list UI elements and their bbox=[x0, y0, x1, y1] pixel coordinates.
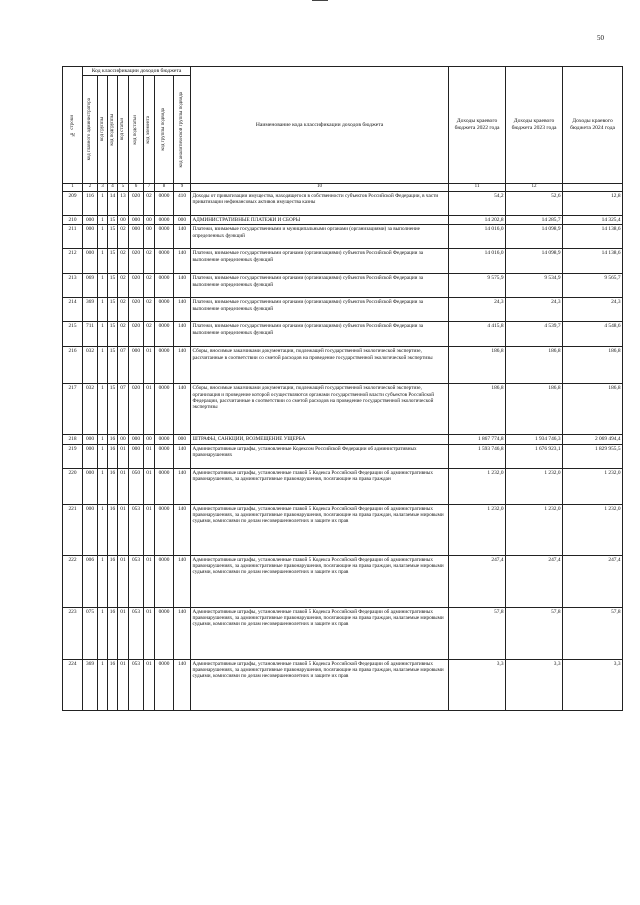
table-row bbox=[63, 384, 623, 435]
code-cell: 01 bbox=[118, 504, 129, 555]
amount-cell: 14 098,9 bbox=[506, 225, 563, 249]
code-cell: 02 bbox=[144, 192, 155, 216]
code-cell: 02 bbox=[118, 225, 129, 249]
code-cell: 0000 bbox=[155, 468, 174, 504]
code-cell: 020 bbox=[129, 274, 144, 298]
code-cell: 15 bbox=[108, 298, 118, 322]
code-cell: 140 bbox=[174, 347, 191, 384]
amount-cell: 186,8 bbox=[563, 347, 623, 384]
table-row bbox=[63, 216, 623, 225]
code-cell: 16 bbox=[108, 444, 118, 468]
amount-cell: 14 325,4 bbox=[563, 216, 623, 225]
revenue-table bbox=[62, 66, 623, 711]
code-cell: 1 bbox=[98, 274, 108, 298]
table-row bbox=[63, 659, 623, 710]
amount-cell: 247,4 bbox=[506, 555, 563, 607]
code-cell: 220 bbox=[63, 468, 83, 504]
code-cell: 0000 bbox=[155, 274, 174, 298]
table-row bbox=[63, 249, 623, 274]
code-cell: 711 bbox=[83, 322, 98, 347]
amount-cell: 14 285,7 bbox=[506, 216, 563, 225]
amount-cell: 1 232,0 bbox=[449, 504, 506, 555]
code-cell: 210 bbox=[63, 216, 83, 225]
code-cell: 211 bbox=[63, 225, 83, 249]
table-row bbox=[63, 225, 623, 249]
code-cell: 410 bbox=[174, 192, 191, 216]
code-cell: 000 bbox=[83, 225, 98, 249]
year-2024-header: Доходы краевого бюджета 2024 года bbox=[563, 67, 623, 184]
code-cell: 16 bbox=[108, 555, 118, 607]
code-cell: 1 bbox=[98, 192, 108, 216]
code-cell: 1 bbox=[98, 435, 108, 444]
code-cell: 140 bbox=[174, 322, 191, 347]
code-cell: 020 bbox=[129, 298, 144, 322]
code-cell: 1 bbox=[98, 322, 108, 347]
code-cell: 0000 bbox=[155, 249, 174, 274]
column-numbers-row bbox=[63, 184, 623, 192]
code-cell: 02 bbox=[118, 322, 129, 347]
code-cell: 0000 bbox=[155, 347, 174, 384]
code-cell: 0000 bbox=[155, 225, 174, 249]
row-name-cell: Административные штрафы, установленные главой 5 Кодекса Российской Федерации об административных правонарушениях, за административные правонарушения, посягающие на права граждан, налагаемые мировыми судьями, комиссиями по делам несовершеннолетних и защите их прав bbox=[191, 607, 449, 659]
row-name-cell: Платежи, взимаемые государственными и муниципальными органами (организациями) за выполнение определенных функций bbox=[191, 225, 449, 249]
code-cell: 15 bbox=[108, 225, 118, 249]
amount-cell: 1 676 923,1 bbox=[506, 444, 563, 468]
code-cell: 0000 bbox=[155, 216, 174, 225]
table-row bbox=[63, 322, 623, 347]
amount-cell: 1 593 746,8 bbox=[449, 444, 506, 468]
code-cell: 212 bbox=[63, 249, 83, 274]
code-cell: 01 bbox=[118, 444, 129, 468]
code-cell: 069 bbox=[83, 274, 98, 298]
amount-cell: 4 539,7 bbox=[506, 322, 563, 347]
code-cell: 01 bbox=[144, 384, 155, 435]
code-cell: 000 bbox=[129, 347, 144, 384]
code-cell: 000 bbox=[129, 444, 144, 468]
code-cell: 00 bbox=[144, 225, 155, 249]
table-row bbox=[63, 192, 623, 216]
code-cell: 222 bbox=[63, 555, 83, 607]
code-cell: 13 bbox=[118, 192, 129, 216]
amount-cell: 1 934 746,3 bbox=[506, 435, 563, 444]
amount-cell: 186,8 bbox=[449, 384, 506, 435]
year-2023-header: Доходы краевого бюджета 2023 года bbox=[506, 67, 563, 184]
row-name-cell: Административные штрафы, установленные Кодексом Российской Федерации об административных правонарушениях bbox=[191, 444, 449, 468]
table-row bbox=[63, 444, 623, 468]
code-cell: 1 bbox=[98, 216, 108, 225]
amount-cell: 3,3 bbox=[449, 659, 506, 710]
amount-cell: 3,3 bbox=[563, 659, 623, 710]
amount-cell: 1 232,0 bbox=[506, 504, 563, 555]
column-number: 1 bbox=[63, 184, 83, 192]
column-number: 7 bbox=[144, 184, 155, 192]
row-name-cell: Административные штрафы, установленные главой 5 Кодекса Российской Федерации об административных правонарушениях, за административные правонарушения, посягающие на права граждан, налагаемые мировыми судьями, комиссиями по делам несовершеннолетних и защите их прав bbox=[191, 504, 449, 555]
code-cell: 053 bbox=[129, 607, 144, 659]
code-cell: 0000 bbox=[155, 322, 174, 347]
code-cell: 1 bbox=[98, 504, 108, 555]
row-number-header: № строки bbox=[63, 67, 83, 184]
code-cell: 000 bbox=[83, 444, 98, 468]
table-row bbox=[63, 298, 623, 322]
row-name-cell: Сборы, вносимые заказчиками документации, подлежащей государственной экологической экспертизе, организация и проведение которой осуществляются органами государственной власти субъектов Российской Федерации, рассчитанные в соответствии со сметой расходов на проведение государственной экологической экспертизы bbox=[191, 384, 449, 435]
row-name-cell: Платежи, взимаемые государственными органами (организациями) субъектов Российской Федерации за выполнение определенных функций bbox=[191, 274, 449, 298]
amount-cell: 1 232,0 bbox=[506, 468, 563, 504]
code-cell: 02 bbox=[144, 322, 155, 347]
code-cell: 02 bbox=[144, 298, 155, 322]
code-col-header: код аналитической группы подвида bbox=[174, 76, 191, 184]
code-cell: 217 bbox=[63, 384, 83, 435]
code-cell: 01 bbox=[118, 607, 129, 659]
year-2022-header: Доходы краевого бюджета 2022 года bbox=[449, 67, 506, 184]
code-cell: 140 bbox=[174, 384, 191, 435]
code-cell: 140 bbox=[174, 555, 191, 607]
amount-cell: 14 202,8 bbox=[449, 216, 506, 225]
code-cell: 140 bbox=[174, 504, 191, 555]
row-name-cell: Платежи, взимаемые государственными органами (организациями) субъектов Российской Федерации за выполнение определенных функций bbox=[191, 298, 449, 322]
row-name-cell: Сборы, вносимые заказчиками документации, подлежащей государственной экологической экспертизе, рассчитанные в соответствии со сметой расходов на проведение государственной экологической экспертизы bbox=[191, 347, 449, 384]
table-row bbox=[63, 468, 623, 504]
code-cell: 000 bbox=[174, 435, 191, 444]
amount-cell: 4 415,8 bbox=[449, 322, 506, 347]
code-cell: 00 bbox=[118, 216, 129, 225]
code-cell: 07 bbox=[118, 384, 129, 435]
amount-cell: 14 016,0 bbox=[449, 249, 506, 274]
code-cell: 15 bbox=[108, 274, 118, 298]
table-row bbox=[63, 435, 623, 444]
code-cell: 213 bbox=[63, 274, 83, 298]
code-cell: 15 bbox=[108, 347, 118, 384]
amount-cell: 186,8 bbox=[449, 347, 506, 384]
amount-cell: 57,8 bbox=[506, 607, 563, 659]
code-cell: 000 bbox=[129, 216, 144, 225]
classification-group-header: Код классификации доходов бюджета bbox=[83, 67, 191, 76]
code-cell: 02 bbox=[144, 274, 155, 298]
code-cell: 16 bbox=[108, 435, 118, 444]
column-number: 3 bbox=[98, 184, 108, 192]
code-cell: 053 bbox=[129, 504, 144, 555]
code-cell: 053 bbox=[129, 659, 144, 710]
code-cell: 0000 bbox=[155, 607, 174, 659]
code-cell: 15 bbox=[108, 322, 118, 347]
amount-cell: 247,4 bbox=[449, 555, 506, 607]
code-cell: 053 bbox=[129, 555, 144, 607]
code-cell: 0000 bbox=[155, 659, 174, 710]
amount-cell: 24,3 bbox=[449, 298, 506, 322]
code-cell: 000 bbox=[83, 504, 98, 555]
column-number: 10 bbox=[191, 184, 449, 192]
row-name-cell: Доходы от приватизации имущества, находящегося в собственности субъектов Российской Федерации, в части приватизации нефинансовых активов имущества казны bbox=[191, 192, 449, 216]
code-cell: 000 bbox=[174, 216, 191, 225]
code-cell: 0000 bbox=[155, 504, 174, 555]
amount-cell: 52,6 bbox=[506, 192, 563, 216]
code-cell: 01 bbox=[118, 555, 129, 607]
code-cell: 140 bbox=[174, 225, 191, 249]
column-number: 9 bbox=[174, 184, 191, 192]
code-cell: 0000 bbox=[155, 298, 174, 322]
amount-cell: 14 098,9 bbox=[506, 249, 563, 274]
row-name-cell: Платежи, взимаемые государственными органами (организациями) субъектов Российской Федерации за выполнение определенных функций bbox=[191, 249, 449, 274]
code-cell: 01 bbox=[144, 347, 155, 384]
code-cell: 00 bbox=[144, 216, 155, 225]
code-cell: 215 bbox=[63, 322, 83, 347]
amount-cell: 54,2 bbox=[449, 192, 506, 216]
code-cell: 369 bbox=[83, 659, 98, 710]
name-column-header: Наименование кода классификации доходов бюджета bbox=[191, 67, 449, 184]
row-name-cell: АДМИНИСТРАТИВНЫЕ ПЛАТЕЖИ И СБОРЫ bbox=[191, 216, 449, 225]
code-col-header: код подгруппы bbox=[108, 76, 118, 184]
table-row bbox=[63, 347, 623, 384]
code-cell: 000 bbox=[83, 468, 98, 504]
code-cell: 0000 bbox=[155, 435, 174, 444]
top-rule bbox=[312, 0, 328, 1]
amount-cell: 186,8 bbox=[563, 384, 623, 435]
code-cell: 000 bbox=[129, 435, 144, 444]
code-cell: 1 bbox=[98, 384, 108, 435]
amount-cell: 186,8 bbox=[506, 347, 563, 384]
row-name-cell: Административные штрафы, установленные главой 5 Кодекса Российской Федерации об административных правонарушениях, за административные правонарушения, посягающие на права граждан, налагаемые мировыми судьями, комиссиями по делам несовершеннолетних и защите их прав bbox=[191, 555, 449, 607]
amount-cell: 4 548,6 bbox=[563, 322, 623, 347]
column-number: 5 bbox=[118, 184, 129, 192]
code-cell: 020 bbox=[129, 322, 144, 347]
table-row bbox=[63, 555, 623, 607]
amount-cell: 2 069 494,4 bbox=[563, 435, 623, 444]
code-cell: 01 bbox=[144, 659, 155, 710]
row-name-cell: Административные штрафы, установленные главой 5 Кодекса Российской Федерации об административных правонарушениях, за административные правонарушения, посягающие на права граждан bbox=[191, 468, 449, 504]
code-cell: 1 bbox=[98, 249, 108, 274]
code-cell: 00 bbox=[118, 435, 129, 444]
code-cell: 020 bbox=[129, 249, 144, 274]
code-col-header: код элемента bbox=[144, 76, 155, 184]
code-cell: 01 bbox=[118, 659, 129, 710]
code-cell: 050 bbox=[129, 468, 144, 504]
code-cell: 01 bbox=[144, 607, 155, 659]
code-cell: 219 bbox=[63, 444, 83, 468]
code-cell: 02 bbox=[118, 298, 129, 322]
code-cell: 116 bbox=[83, 192, 98, 216]
page-number: 50 bbox=[597, 34, 604, 42]
table-row bbox=[63, 504, 623, 555]
table-body bbox=[63, 192, 623, 711]
code-col-header: код подстатьи bbox=[129, 76, 144, 184]
header-row-1 bbox=[63, 67, 623, 76]
amount-cell: 9 575,9 bbox=[449, 274, 506, 298]
amount-cell: 1 232,0 bbox=[563, 504, 623, 555]
code-cell: 02 bbox=[144, 249, 155, 274]
code-cell: 15 bbox=[108, 216, 118, 225]
amount-cell: 1 232,0 bbox=[449, 468, 506, 504]
amount-cell: 24,3 bbox=[563, 298, 623, 322]
code-cell: 1 bbox=[98, 555, 108, 607]
code-cell: 01 bbox=[144, 444, 155, 468]
amount-cell: 1 867 774,8 bbox=[449, 435, 506, 444]
amount-cell: 186,8 bbox=[506, 384, 563, 435]
code-cell: 140 bbox=[174, 659, 191, 710]
row-name-cell: ШТРАФЫ, САНКЦИИ, ВОЗМЕЩЕНИЕ УЩЕРБА bbox=[191, 435, 449, 444]
column-number: 4 bbox=[108, 184, 118, 192]
code-col-header: код статьи bbox=[118, 76, 129, 184]
code-cell: 140 bbox=[174, 298, 191, 322]
code-cell: 140 bbox=[174, 274, 191, 298]
code-cell: 1 bbox=[98, 347, 108, 384]
amount-cell: 3,3 bbox=[506, 659, 563, 710]
amount-cell: 12,8 bbox=[563, 192, 623, 216]
code-cell: 02 bbox=[118, 274, 129, 298]
code-cell: 006 bbox=[83, 555, 98, 607]
amount-cell: 14 138,6 bbox=[563, 249, 623, 274]
amount-cell: 14 016,0 bbox=[449, 225, 506, 249]
code-cell: 218 bbox=[63, 435, 83, 444]
code-cell: 140 bbox=[174, 444, 191, 468]
code-cell: 1 bbox=[98, 468, 108, 504]
amount-cell: 247,4 bbox=[563, 555, 623, 607]
column-number: 2 bbox=[83, 184, 98, 192]
code-cell: 00 bbox=[144, 435, 155, 444]
code-cell: 020 bbox=[129, 384, 144, 435]
code-cell: 032 bbox=[83, 384, 98, 435]
code-cell: 0000 bbox=[155, 444, 174, 468]
code-cell: 16 bbox=[108, 607, 118, 659]
code-cell: 02 bbox=[118, 249, 129, 274]
code-cell: 020 bbox=[129, 192, 144, 216]
code-cell: 0000 bbox=[155, 192, 174, 216]
amount-cell: 57,8 bbox=[449, 607, 506, 659]
code-cell: 01 bbox=[118, 468, 129, 504]
code-col-header: код группы bbox=[98, 76, 108, 184]
code-cell: 209 bbox=[63, 192, 83, 216]
code-cell: 075 bbox=[83, 607, 98, 659]
code-cell: 000 bbox=[83, 216, 98, 225]
code-cell: 000 bbox=[83, 249, 98, 274]
code-cell: 0000 bbox=[155, 555, 174, 607]
code-col-header: код группы подвида bbox=[155, 76, 174, 184]
column-number: 11 bbox=[449, 184, 506, 192]
code-cell: 16 bbox=[108, 659, 118, 710]
code-cell: 01 bbox=[144, 555, 155, 607]
code-cell: 214 bbox=[63, 298, 83, 322]
table-row bbox=[63, 274, 623, 298]
column-number: 6 bbox=[129, 184, 144, 192]
code-cell: 16 bbox=[108, 504, 118, 555]
code-col-header: код главного администратора bbox=[83, 76, 98, 184]
code-cell: 140 bbox=[174, 249, 191, 274]
row-name-cell: Платежи, взимаемые государственными органами (организациями) субъектов Российской Федерации за выполнение определенных функций bbox=[191, 322, 449, 347]
amount-cell: 9 565,7 bbox=[563, 274, 623, 298]
code-cell: 0000 bbox=[155, 384, 174, 435]
code-cell: 07 bbox=[118, 347, 129, 384]
code-cell: 15 bbox=[108, 384, 118, 435]
code-cell: 000 bbox=[129, 225, 144, 249]
code-cell: 1 bbox=[98, 225, 108, 249]
code-cell: 1 bbox=[98, 298, 108, 322]
code-cell: 1 bbox=[98, 659, 108, 710]
code-cell: 369 bbox=[83, 298, 98, 322]
row-name-cell: Административные штрафы, установленные главой 5 Кодекса Российской Федерации об административных правонарушениях, за административные правонарушения, посягающие на права граждан, налагаемые мировыми судьями, комиссиями по делам несовершеннолетних и защите их прав bbox=[191, 659, 449, 710]
code-cell: 140 bbox=[174, 607, 191, 659]
amount-cell: 1 232,0 bbox=[563, 468, 623, 504]
table-row bbox=[63, 607, 623, 659]
code-cell: 01 bbox=[144, 468, 155, 504]
amount-cell: 14 138,6 bbox=[563, 225, 623, 249]
code-cell: 223 bbox=[63, 607, 83, 659]
amount-cell: 9 534,9 bbox=[506, 274, 563, 298]
amount-cell: 1 829 955,5 bbox=[563, 444, 623, 468]
column-number: 8 bbox=[155, 184, 174, 192]
amount-cell: 57,8 bbox=[563, 607, 623, 659]
code-cell: 224 bbox=[63, 659, 83, 710]
code-cell: 01 bbox=[144, 504, 155, 555]
code-cell: 221 bbox=[63, 504, 83, 555]
code-cell: 140 bbox=[174, 468, 191, 504]
code-cell: 1 bbox=[98, 444, 108, 468]
code-cell: 1 bbox=[98, 607, 108, 659]
amount-cell: 24,3 bbox=[506, 298, 563, 322]
code-cell: 15 bbox=[108, 249, 118, 274]
code-cell: 14 bbox=[108, 192, 118, 216]
column-number: 12 bbox=[506, 184, 563, 192]
code-cell: 000 bbox=[83, 435, 98, 444]
code-cell: 032 bbox=[83, 347, 98, 384]
code-cell: 16 bbox=[108, 468, 118, 504]
code-cell: 216 bbox=[63, 347, 83, 384]
column-number bbox=[563, 184, 623, 192]
